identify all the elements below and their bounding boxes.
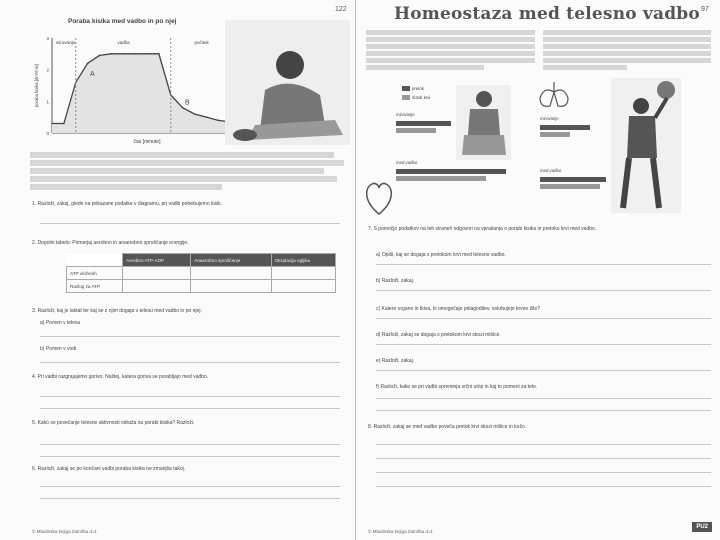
data-point [63,123,65,125]
answer-line[interactable] [40,444,340,445]
left-page-number: 122 [335,6,347,13]
item-b: b) Razloži, zakaj. [376,278,415,284]
bar [396,176,486,181]
answer-line[interactable] [376,472,711,473]
data-point [146,53,148,55]
y-tick-label: 3 [46,36,49,41]
answer-line[interactable] [376,318,711,319]
bar [540,177,606,182]
answer-line[interactable] [40,336,340,337]
question-2: 2. Dopolni tabelo: Primerjaj aerobno in anaerobno sproščanje energije. [32,240,189,246]
legend-swatch [402,86,410,91]
legend-label: dotok krvi [412,95,431,100]
basketball-player-photo [611,78,681,213]
item-f: f) Razloži, kako se pri vadbi spreminja srčni utrip in kaj to pomeni za telo. [376,384,538,390]
lungs-diagram-icon [536,80,572,110]
y-axis-label: poraba kisika [dm³/min] [34,63,39,108]
answer-line[interactable] [40,408,340,409]
table-header-row: Aerobno ATP-ADP Anaerobno sproščanje Oksidacija ogljika [67,254,336,267]
bar [396,121,451,126]
sub-a: a) Pomen v telesu [40,320,81,326]
y-tick-label: 2 [46,67,49,73]
data-point [122,53,124,55]
answer-line[interactable] [376,486,711,487]
data-point [194,113,196,115]
item-e: e) Razloži, zakaj. [376,358,415,364]
data-point [206,116,208,118]
question-4: 4. Pri vadbi razgrajujemo gorivo. Naštej, katera goriva se porabljajo med vadbo. [32,374,209,380]
bar [396,169,506,174]
bar-label: med vadbo [396,160,418,165]
data-point [51,123,53,125]
bar [540,184,600,189]
answer-line[interactable] [376,344,711,345]
question-3: 3. Razloži, kaj je laktat ter kaj se z njim dogaja v telesu med vadbo in po njej. [32,308,202,314]
player-figure-icon [611,78,681,213]
answer-line[interactable] [40,223,340,224]
question-5: 5. Kako se povečanje telesne aktivnosti odraža na porabi kisika? Razloži. [32,420,195,426]
heart-diagram-icon [362,178,396,218]
right-page-number: 97 [701,6,709,13]
question-8: 8. Razloži, zakaj se med vadbo poveča pretok krvi skozi mišice in kožo. [368,424,527,430]
legend-label: pretok [412,86,424,91]
annotation-label: mirovanje [55,40,76,45]
item-c: c) Katere organe in tkiva, ki omogočajo prilagoditev, oskrbujejo krvne žile? [376,306,540,312]
region-label: B [185,99,190,107]
bar-label: mirovanje [540,116,559,121]
question-7: 7. S pomočjo podatkov na teh straneh odgovori na vprašanja o porabi kisika in pretoku krvi med vadbo. [368,226,597,232]
legend-swatch [402,95,410,100]
answer-line[interactable] [376,458,711,459]
answer-line[interactable] [40,456,340,457]
answer-line[interactable] [40,498,340,499]
area-fill [52,54,242,133]
athlete-figure-icon [225,20,350,145]
answer-line[interactable] [40,396,340,397]
answer-line[interactable] [376,398,711,399]
left-footer: © Mladinska knjiga Založba d.d. [32,529,98,534]
bar [540,132,570,137]
data-point [87,63,89,65]
data-point [99,55,101,57]
bar [396,128,436,133]
comparison-table [66,253,336,293]
seated-man-photo [456,85,511,160]
y-tick-label: 0 [46,131,49,136]
annotation-label: vadba [117,40,130,45]
data-point [134,53,136,55]
bar-label: med vadbo [540,168,562,173]
answer-line[interactable] [376,444,711,445]
bar-label: mirovanje [396,112,415,117]
x-axis-label: čas [minute] [133,139,161,145]
sub-b: b) Pomen v vodi [40,346,77,352]
intro-text [30,152,350,190]
question-1: 1. Razloži, zakaj, glede na prikazane podatke v diagramu, pri vadbi potrebujemo kisik. [32,201,223,207]
question-6: 6. Razloži, zakaj se po končani vadbi poraba kisika ne zmanjša takoj. [32,466,186,472]
intro-text-columns [366,30,711,70]
data-point [111,53,113,55]
region-label: A [90,71,95,78]
right-footer: © Mladinska knjiga Založba d.d. [368,529,434,534]
answer-line[interactable] [376,290,711,291]
answer-line[interactable] [376,410,711,411]
item-a: a) Opiši, kaj se dogaja s pretokom krvi med telesno vadbo. [376,252,506,258]
bar [540,125,590,130]
chart-title: Poraba kisika med vadbo in po njej [68,18,177,25]
table-row: ATP vloženih [67,267,336,280]
left-page [0,0,356,540]
seated-figure-icon [456,85,511,160]
data-point [182,107,184,109]
answer-line[interactable] [40,362,340,363]
data-point [217,120,219,122]
data-point [158,53,160,55]
item-d: d) Razloži, zakaj se dogaja s pretokom krvi skozi mišice. [376,332,501,338]
athlete-photo [225,20,350,145]
annotation-label: počitek [194,40,209,45]
answer-line[interactable] [40,486,340,487]
y-tick-label: 1 [46,99,49,105]
page-title: Homeostaza med telesno vadbo [394,4,700,24]
right-page [356,0,720,540]
answer-line[interactable] [376,370,711,371]
answer-line[interactable] [376,264,711,265]
table-row: Razlog za ATP [67,280,336,293]
oxygen-chart [30,28,250,148]
page-badge: PU2 [692,522,712,532]
